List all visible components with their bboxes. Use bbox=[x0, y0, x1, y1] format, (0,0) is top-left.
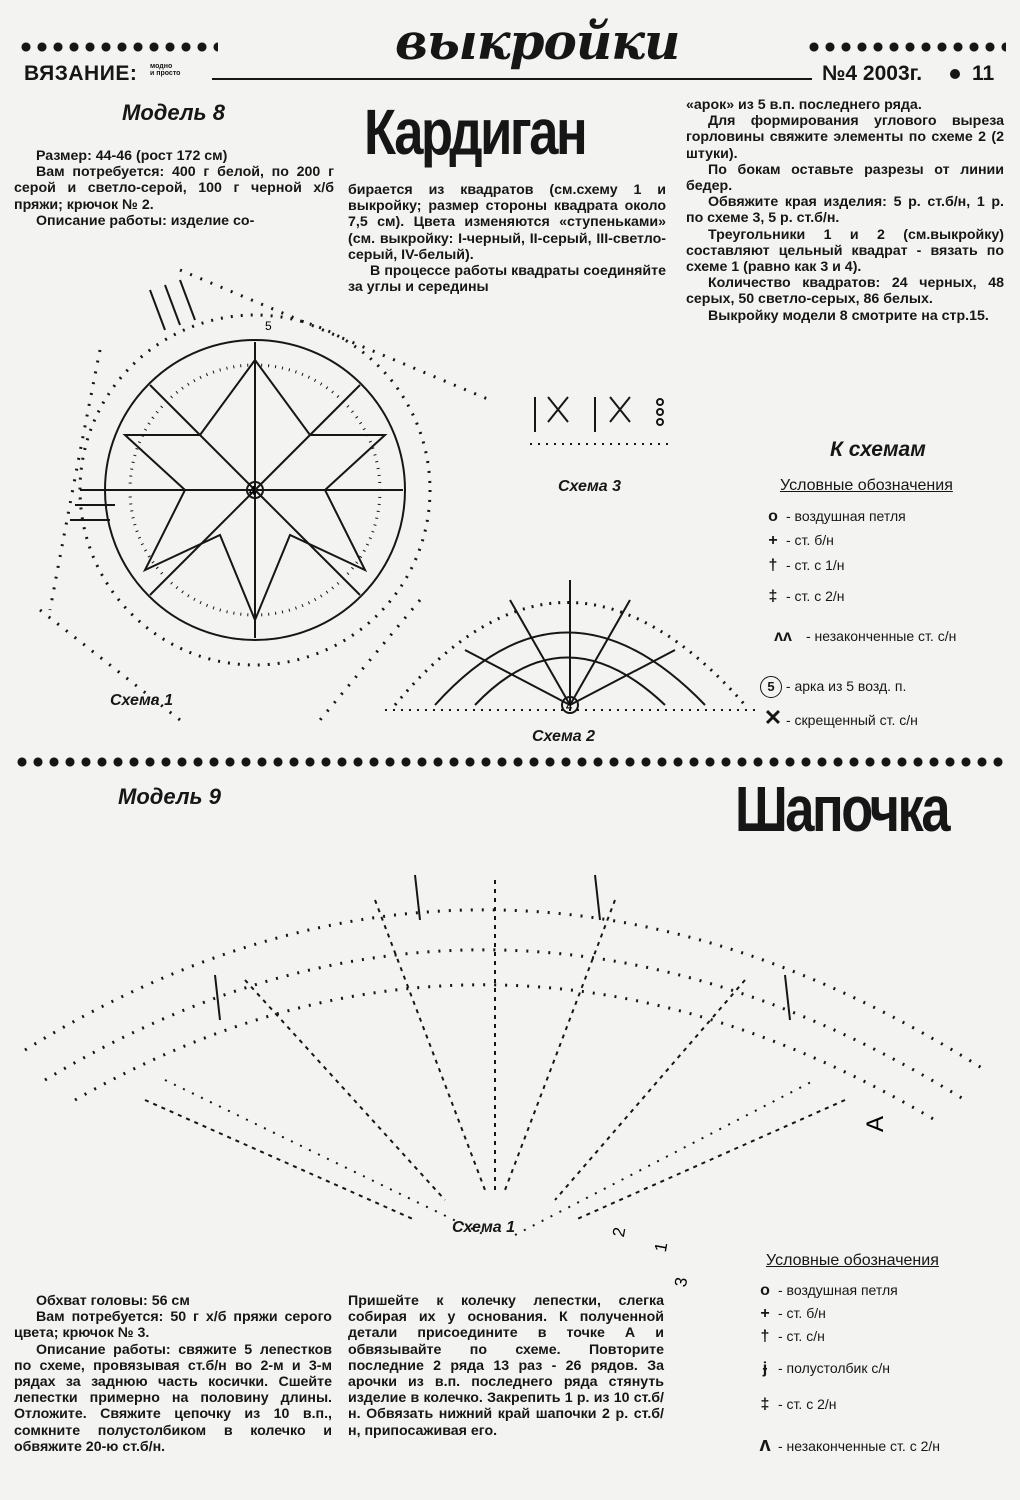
m8-need-label: Вам потребуется: bbox=[36, 164, 165, 181]
model9-legend-subtitle: Условные обозначения bbox=[766, 1252, 939, 1269]
m8-col3-p7: Выкройку модели 8 смотрите на стр.15. bbox=[708, 307, 989, 324]
m9-legend-text: - ст. б/н bbox=[778, 1305, 826, 1321]
m8-legend-row bbox=[760, 508, 906, 526]
model8-scheme3-diagram bbox=[530, 392, 670, 452]
m8-legend-text: - ст. с 1/н bbox=[786, 557, 845, 573]
model9-col1 bbox=[14, 1293, 332, 1455]
m8-col2-p2: В процессе работы квадраты соединяйте за углы и середины bbox=[348, 263, 666, 296]
m8-legend-sym-sc: + bbox=[768, 532, 778, 549]
m8-legend-row bbox=[760, 705, 980, 731]
m9-legend-sym-tr: ‡ bbox=[760, 1396, 770, 1413]
header-page-number: 11 bbox=[972, 62, 995, 85]
m8-legend-sym-chain: o bbox=[768, 508, 778, 525]
m8-col3-p1: «арок» из 5 в.п. последнего ряда. bbox=[686, 97, 922, 113]
m9-trebles bbox=[215, 875, 790, 1020]
m8-col3-p4-text: 5 р. ст.б/н, 1 р. по схеме 3, 5 р. ст.б/н. bbox=[686, 194, 1004, 227]
m8-size-label: Размер: bbox=[36, 148, 92, 164]
m8-col3-p5: Треугольники 1 и 2 (см.выкройку) составляют цельный квадрат - вязать по схеме 1 (равно как 3 и 4). bbox=[686, 226, 1004, 276]
m8-legend-text: - ст. с 2/н bbox=[786, 588, 845, 604]
m8-legend-text: - ст. б/н bbox=[786, 532, 834, 548]
m8-legend-row bbox=[760, 532, 834, 550]
m9-head-label: Обхват головы: bbox=[36, 1293, 148, 1309]
m9-row-3: 3 bbox=[670, 1275, 692, 1289]
m9-legend-row bbox=[752, 1328, 825, 1346]
model9-title: Шапочка bbox=[735, 773, 949, 845]
m8-legend-sym-arc: 5 bbox=[760, 676, 782, 698]
header-brand-small-2: и просто bbox=[150, 70, 181, 77]
m8-legend-row bbox=[760, 676, 906, 698]
model8-col3 bbox=[686, 97, 1004, 324]
m9-row-1: 1 bbox=[650, 1240, 672, 1254]
m9-legend-sym-unfinished: ʌ bbox=[759, 1434, 771, 1456]
m8-col2-p1: бирается из квадратов (см.схему 1 и выкройку; размер стороны квадрата около 7,5 см). Цвета изменяются «ступеньками» (см. выкройку: I-черный, II-серый, III-светло-серый, IV-белый). bbox=[348, 182, 666, 263]
m8-col3-p4-label: Обвяжите края изделия: bbox=[708, 194, 887, 211]
m9-legend-text: - ст. с/н bbox=[778, 1328, 825, 1344]
motif-center-number: 4 bbox=[249, 483, 257, 498]
model9-label: Модель 9 bbox=[118, 784, 221, 809]
header-section-title: выкройки bbox=[395, 12, 680, 71]
header-dots-left bbox=[18, 40, 218, 54]
model8-legend-title: К схемам bbox=[830, 438, 926, 461]
s2-center-number: 4 bbox=[566, 701, 573, 713]
section-divider-dots bbox=[14, 755, 1009, 769]
model9-col2 bbox=[348, 1293, 664, 1439]
m9-legend-sym-sc: + bbox=[760, 1305, 770, 1322]
m9-scallop-row-3 bbox=[75, 985, 935, 1120]
model8-scheme2-diagram bbox=[385, 520, 755, 720]
m9-legend-row bbox=[752, 1305, 826, 1323]
m9-legend-text: - ст. с 2/н bbox=[778, 1396, 837, 1412]
model9-scheme1-caption: Схема 1 bbox=[452, 1219, 516, 1236]
header-dots-right bbox=[806, 40, 1006, 54]
m9-point-a: A bbox=[862, 1115, 889, 1132]
m9-col2-text: Пришейте к колечку лепестки, слегка собирая их у основания. К полученной детали присоедините в точке А и обвязывайте по схеме. Повторите последние 2 ряда 13 раз - 26 рядов. За арочки из в.п. последнего ряда стянуть изделие в колечко. Закрепить 1 р. из 10 ст.б/н. Обвязать нижний край шапочки 2 р. ст.б/н, припосаживая его. bbox=[348, 1293, 664, 1439]
m9-legend-row bbox=[752, 1360, 890, 1378]
m8-legend-row bbox=[760, 557, 845, 575]
model8-scheme2-caption: Схема 2 bbox=[532, 728, 596, 745]
m8-col3-p6-text: 24 черных, 48 серых, 50 светло-серых, 86 белых. bbox=[686, 275, 1004, 308]
header-issue: №4 2003г. bbox=[822, 62, 923, 85]
m8-col3-p3: По бокам оставьте разрезы от линии бедер. bbox=[686, 161, 1004, 195]
m9-outer-scallop-row bbox=[25, 910, 985, 1070]
m8-legend-text: - незаконченные ст. с/н bbox=[806, 628, 957, 644]
m9-need-text: 50 г х/б пряжи серого цвета; крючок № 3. bbox=[14, 1309, 332, 1342]
header-rule bbox=[212, 78, 812, 80]
m8-desc-text: изделие со- bbox=[170, 212, 255, 229]
m9-legend-text: - воздушная петля bbox=[778, 1282, 898, 1298]
m8-legend-sym-dc: † bbox=[768, 557, 778, 574]
m8-col3-p6-label: Количество квадратов: bbox=[708, 275, 881, 292]
m8-legend-sym-unfinished: ʌʌ bbox=[774, 628, 792, 645]
m8-size-text: 44-46 (рост 172 см) bbox=[95, 148, 228, 164]
m9-legend-sym-slip: ɉ bbox=[762, 1360, 768, 1377]
m9-scallop-row-2 bbox=[45, 950, 965, 1100]
m8-legend-text: - скрещенный ст. с/н bbox=[786, 712, 918, 728]
m9-legend-row bbox=[752, 1282, 898, 1300]
s3-crossed bbox=[535, 397, 630, 432]
model8-col1 bbox=[14, 148, 334, 229]
m9-legend-sym-dc: † bbox=[760, 1328, 770, 1345]
motif-arc-number: 5 bbox=[265, 319, 272, 333]
m9-desc-label: Описание работы: bbox=[36, 1341, 171, 1358]
m9-petal-lines bbox=[145, 880, 845, 1220]
m8-legend-sym-crossed: ✕ bbox=[763, 705, 783, 730]
header-brand: ВЯЗАНИЕ: bbox=[24, 62, 138, 85]
m8-legend-text: - арка из 5 возд. п. bbox=[785, 678, 907, 694]
m9-legend-sym-chain: o bbox=[760, 1282, 770, 1299]
header-brand-small bbox=[150, 63, 180, 77]
m9-need-label: Вам потребуется: bbox=[36, 1309, 164, 1326]
model9-scheme1-diagram bbox=[15, 780, 1005, 1289]
model8-title: Кардиган bbox=[364, 96, 586, 168]
model8-legend-subtitle: Условные обозначения bbox=[780, 477, 953, 494]
m9-legend-row bbox=[752, 1434, 972, 1457]
m9-desc-text: свяжите 5 лепестков по схеме, провязывая ст.б/н во 2-м и 3-м рядах за заднюю часть косички. Сшейте лепестки примерно на половину длины. Отложите. Свяжите цепочку из 10 в.п., сомкните полустолбиком в колечко и обвяжите 20-ю ст.б/н. bbox=[14, 1341, 332, 1455]
m8-desc-label: Описание работы: bbox=[36, 212, 167, 229]
m9-stitch-rows bbox=[165, 1080, 815, 1235]
m8-need-text: 400 г белой, по 200 г серой и светло-серой, 100 г черной х/б пряжи; крючок № 2. bbox=[14, 164, 334, 213]
model8-label: Модель 8 bbox=[122, 100, 225, 125]
motif-trebles bbox=[70, 280, 195, 520]
model8-scheme1-caption: Схема 1 bbox=[110, 692, 174, 709]
header-bullet bbox=[950, 69, 960, 79]
m9-legend-row bbox=[752, 1396, 837, 1414]
m8-legend-text: - воздушная петля bbox=[786, 508, 906, 524]
m9-row-2: 2 bbox=[608, 1225, 630, 1239]
m9-legend-text: - незаконченные ст. с 2/н bbox=[778, 1438, 940, 1454]
m8-legend-sym-tr: ‡ bbox=[768, 588, 778, 605]
m9-legend-text: - полустолбик с/н bbox=[778, 1360, 890, 1376]
m8-col3-p2: Для формирования углового выреза горловины свяжите элементы по схеме 2 (2 штуки). bbox=[686, 113, 1004, 162]
m9-head-text: 56 см bbox=[151, 1293, 190, 1309]
model8-scheme3-caption: Схема 3 bbox=[558, 478, 622, 495]
header-brand-small-1: модно bbox=[150, 63, 173, 70]
m8-legend-row bbox=[760, 588, 845, 606]
m8-legend-row bbox=[760, 628, 980, 646]
